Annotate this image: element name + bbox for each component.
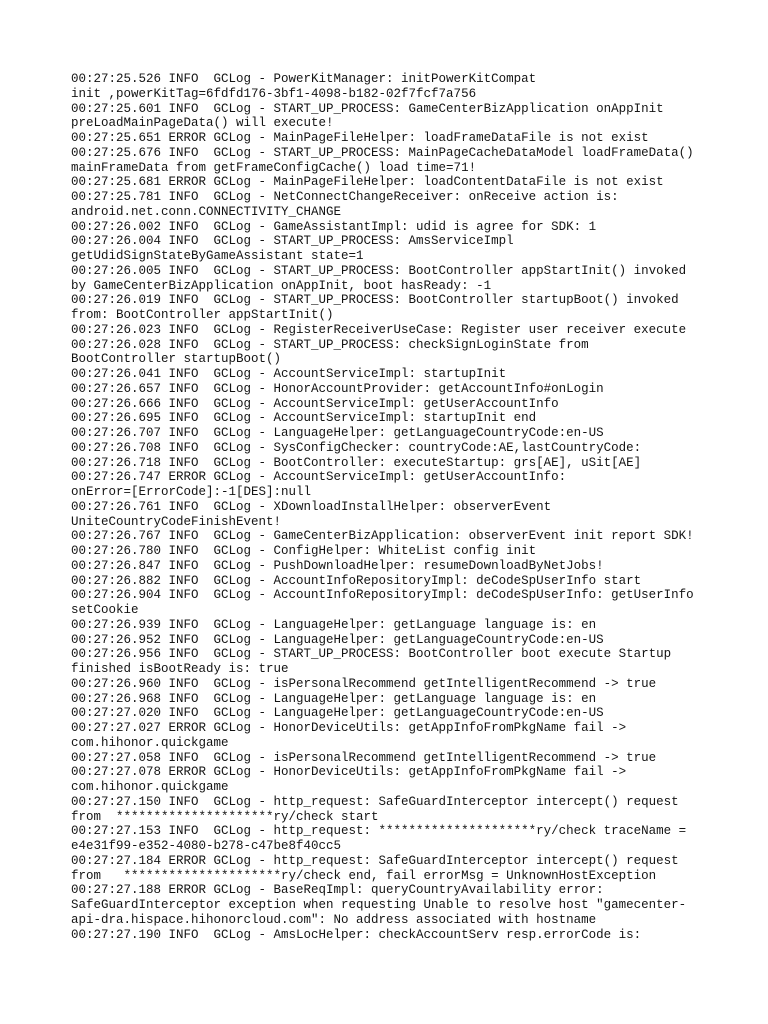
log-line: by GameCenterBizApplication onAppInit, boot hasReady: -1: [71, 278, 492, 293]
log-line: 00:27:27.188 ERROR GCLog - BaseReqImpl: queryCountryAvailability error:: [71, 883, 604, 898]
log-line: 00:27:27.027 ERROR GCLog - HonorDeviceUtils: getAppInfoFromPkgName fail ->: [71, 721, 627, 735]
log-line: 00:27:26.695 INFO GCLog - AccountServiceImpl: startupInit end: [71, 411, 537, 426]
log-line: 00:27:26.004 INFO GCLog - START_UP_PROCESS: AmsServiceImpl: [71, 234, 514, 249]
log-line: com.hihonor.quickgame: [71, 735, 229, 750]
log-line: com.hihonor.quickgame: [71, 780, 229, 794]
log-line: 00:27:26.019 INFO GCLog - START_UP_PROCESS: BootController startupBoot() invoked: [71, 293, 679, 308]
log-line: UniteCountryCodeFinishEvent!: [71, 514, 282, 529]
log-line: 00:27:26.952 INFO GCLog - LanguageHelper: getLanguageCountryCode:en-US: [71, 632, 604, 647]
log-line: 00:27:26.767 INFO GCLog - GameCenterBizApplication: observerEvent init report SDK!: [71, 529, 694, 544]
log-line: 00:27:25.676 INFO GCLog - START_UP_PROCESS: MainPageCacheDataModel loadFrameData(): [71, 145, 694, 160]
log-line: 00:27:26.666 INFO GCLog - AccountServiceImpl: getUserAccountInfo: [71, 396, 559, 411]
log-line: 00:27:27.153 INFO GCLog - http_request: *********************ry/check traceName =: [71, 824, 687, 839]
log-line: from *********************ry/check end, fail errorMsg = UnknownHostException: [71, 868, 657, 883]
log-line: 00:27:26.708 INFO GCLog - SysConfigChecker: countryCode:AE,lastCountryCode:: [71, 440, 642, 455]
log-line: preLoadMainPageData() will execute!: [71, 116, 334, 131]
log-line: 00:27:25.781 INFO GCLog - NetConnectChangeReceiver: onReceive action is:: [71, 190, 619, 204]
log-line: 00:27:27.078 ERROR GCLog - HonorDeviceUtils: getAppInfoFromPkgName fail ->: [71, 765, 627, 780]
log-line: setCookie: [71, 603, 139, 617]
log-line: e4e31f99-e352-4080-b278-c47be8f40cc5: [71, 839, 342, 853]
log-line: 00:27:26.041 INFO GCLog - AccountServiceImpl: startupInit: [71, 367, 507, 381]
log-line: 00:27:25.526 INFO GCLog - PowerKitManager: initPowerKitCompat: [71, 72, 537, 86]
log-line: 00:27:26.780 INFO GCLog - ConfigHelper: WhiteList config init: [71, 544, 537, 558]
log-line: 00:27:26.747 ERROR GCLog - AccountServiceImpl: getUserAccountInfo:: [71, 470, 567, 485]
log-line: 00:27:26.882 INFO GCLog - AccountInfoRepositoryImpl: deCodeSpUserInfo start: [71, 573, 642, 588]
log-line: 00:27:27.184 ERROR GCLog - http_request: SafeGuardInterceptor intercept() request: [71, 853, 679, 868]
log-line: init ,powerKitTag=6fdfd176-3bf1-4098-b182-02f7fcf7a756: [71, 86, 477, 101]
log-line: 00:27:26.657 INFO GCLog - HonorAccountProvider: getAccountInfo#onLogin: [71, 381, 604, 396]
log-line: 00:27:26.968 INFO GCLog - LanguageHelper: getLanguage language is: en: [71, 691, 597, 706]
log-line: 00:27:25.651 ERROR GCLog - MainPageFileHelper: loadFrameDataFile is not exist: [71, 131, 649, 145]
log-line: 00:27:26.707 INFO GCLog - LanguageHelper: getLanguageCountryCode:en-US: [71, 426, 604, 440]
log-line: 00:27:26.761 INFO GCLog - XDownloadInstallHelper: observerEvent: [71, 499, 552, 514]
log-line: 00:27:27.020 INFO GCLog - LanguageHelper: getLanguageCountryCode:en-US: [71, 706, 604, 721]
log-line: from *********************ry/check start: [71, 809, 379, 824]
log-text-block: [71, 72, 711, 942]
log-line: 00:27:27.150 INFO GCLog - http_request: SafeGuardInterceptor intercept() request: [71, 794, 679, 809]
log-line: 00:27:26.718 INFO GCLog - BootController: executeStartup: grs[AE], uSit[AE]: [71, 455, 642, 470]
log-line: 00:27:26.005 INFO GCLog - START_UP_PROCESS: BootController appStartInit() invoked: [71, 263, 687, 278]
log-line: getUdidSignStateByGameAssistant state=1: [71, 249, 364, 263]
log-line: 00:27:26.847 INFO GCLog - PushDownloadHelper: resumeDownloadByNetJobs!: [71, 558, 604, 573]
log-line: 00:27:27.190 INFO GCLog - AmsLocHelper: checkAccountServ resp.errorCode is:: [71, 927, 642, 942]
log-line: 00:27:26.904 INFO GCLog - AccountInfoRepositoryImpl: deCodeSpUserInfo: getUserInfo: [71, 588, 694, 603]
log-line: 00:27:25.681 ERROR GCLog - MainPageFileHelper: loadContentDataFile is not exist: [71, 175, 664, 190]
log-line: 00:27:26.960 INFO GCLog - isPersonalRecommend getIntelligentRecommend -> true: [71, 676, 657, 691]
log-line: 00:27:26.002 INFO GCLog - GameAssistantImpl: udid is agree for SDK: 1: [71, 219, 597, 234]
log-line: 00:27:26.939 INFO GCLog - LanguageHelper: getLanguage language is: en: [71, 617, 597, 632]
log-line: 00:27:26.956 INFO GCLog - START_UP_PROCESS: BootController boot execute Startup: [71, 647, 672, 662]
log-line: 00:27:26.023 INFO GCLog - RegisterReceiverUseCase: Register user receiver execute: [71, 322, 687, 337]
log-line: 00:27:25.601 INFO GCLog - START_UP_PROCESS: GameCenterBizApplication onAppInit: [71, 101, 664, 116]
log-line: BootController startupBoot(): [71, 352, 282, 367]
log-line: finished isBootReady is: true: [71, 662, 289, 676]
log-line: onError=[ErrorCode]:-1[DES]:null: [71, 485, 312, 499]
log-line: mainFrameData from getFrameConfigCache() load time=71!: [71, 160, 477, 175]
log-line: from: BootController appStartInit(): [71, 308, 334, 322]
log-line: 00:27:27.058 INFO GCLog - isPersonalRecommend getIntelligentRecommend -> true: [71, 750, 657, 765]
log-line: android.net.conn.CONNECTIVITY_CHANGE: [71, 204, 342, 219]
log-line: 00:27:26.028 INFO GCLog - START_UP_PROCESS: checkSignLoginState from: [71, 337, 589, 352]
log-line: SafeGuardInterceptor exception when requesting Unable to resolve host "gamecenter-: [71, 898, 687, 912]
log-line: api-dra.hispace.hihonorcloud.com": No address associated with hostname: [71, 912, 597, 927]
